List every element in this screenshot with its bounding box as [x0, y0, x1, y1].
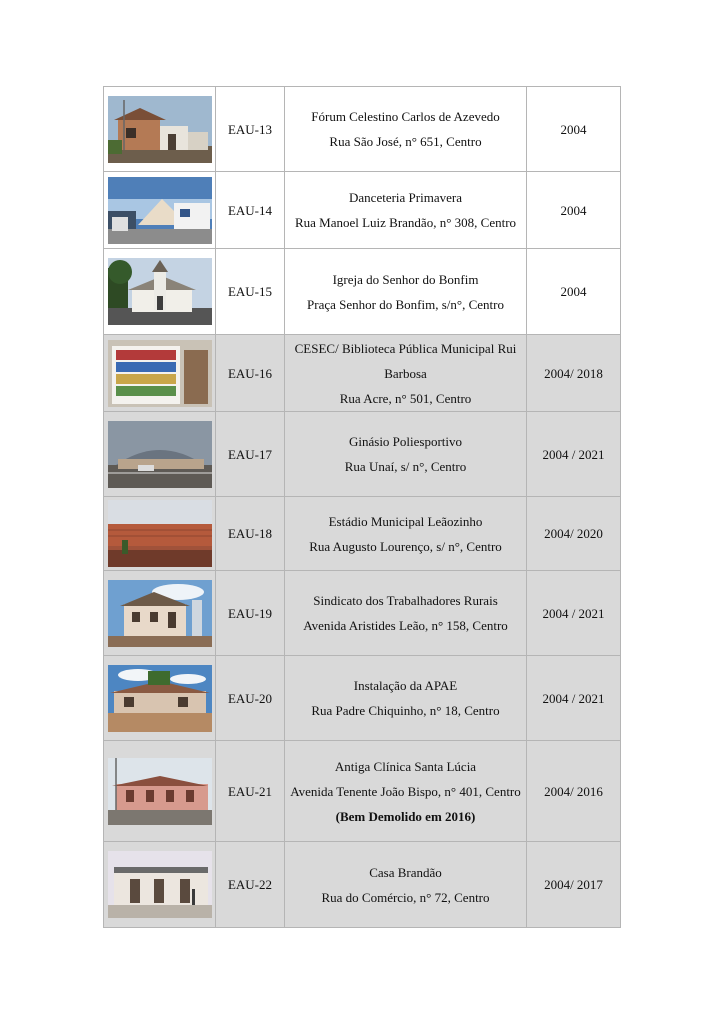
site-name: Ginásio Poliesportivo: [348, 434, 463, 449]
table-row: [104, 497, 621, 571]
years-cell: 2004/ 2017: [527, 842, 621, 928]
description-cell: [285, 842, 527, 928]
photo-cell: [104, 497, 216, 571]
site-address: Rua Unaí, s/ n°, Centro: [344, 459, 467, 474]
site-address: Rua Augusto Lourenço, s/ n°, Centro: [309, 538, 502, 554]
description-cell: [285, 497, 527, 571]
library-photo: [108, 340, 212, 407]
table-row: [104, 412, 621, 497]
table-row: [104, 842, 621, 928]
clinic-photo: [108, 758, 212, 825]
church-photo: [108, 258, 212, 325]
description-cell: [285, 656, 527, 741]
table-row: [104, 741, 621, 842]
description-cell: [285, 335, 527, 412]
site-name: Fórum Celestino Carlos de Azevedo: [311, 109, 500, 124]
demolition-note: (Bem Demolido em 2016): [335, 808, 476, 824]
years-cell: 2004: [527, 87, 621, 172]
years-cell: 2004 / 2021: [527, 412, 621, 497]
union-building-photo: [108, 580, 212, 647]
table-row: [104, 172, 621, 249]
years-cell: 2004: [527, 172, 621, 249]
years-cell: 2004: [527, 249, 621, 335]
site-address: Rua Padre Chiquinho, n° 18, Centro: [311, 703, 500, 718]
site-name: CESEC/ Biblioteca Pública Municipal Rui Barbosa: [294, 340, 517, 381]
code-cell: EAU-15: [216, 249, 285, 335]
photo-cell: [104, 571, 216, 656]
description-cell: [285, 412, 527, 497]
photo-cell: [104, 172, 216, 249]
table-row: [104, 335, 621, 412]
table-row: [104, 656, 621, 741]
dance-hall-photo: [108, 177, 212, 244]
code-cell: EAU-20: [216, 656, 285, 741]
code-cell: EAU-13: [216, 87, 285, 172]
site-name: Casa Brandão: [369, 864, 442, 880]
description-cell: [285, 87, 527, 172]
code-cell: EAU-18: [216, 497, 285, 571]
description-cell: [285, 741, 527, 842]
site-name: Sindicato dos Trabalhadores Rurais: [313, 593, 498, 608]
code-cell: EAU-14: [216, 172, 285, 249]
photo-cell: [104, 87, 216, 172]
code-cell: EAU-17: [216, 412, 285, 497]
site-address: Praça Senhor do Bonfim, s/n°, Centro: [307, 296, 504, 312]
courthouse-photo: [108, 96, 212, 163]
site-name: Estádio Municipal Leãozinho: [328, 513, 483, 529]
apae-building-photo: [108, 665, 212, 732]
code-cell: EAU-21: [216, 741, 285, 842]
site-address: Avenida Aristides Leão, n° 158, Centro: [303, 618, 508, 633]
photo-cell: [104, 656, 216, 741]
site-address: Rua Manoel Luiz Brandão, n° 308, Centro: [294, 215, 517, 230]
code-cell: EAU-16: [216, 335, 285, 412]
years-cell: 2004 / 2021: [527, 656, 621, 741]
description-cell: [285, 571, 527, 656]
years-cell: 2004/ 2020: [527, 497, 621, 571]
photo-cell: [104, 842, 216, 928]
stadium-photo: [108, 500, 212, 567]
site-name: Danceteria Primavera: [349, 190, 462, 205]
description-cell: [285, 172, 527, 249]
site-address: Rua São José, n° 651, Centro: [329, 134, 482, 149]
house-photo: [108, 851, 212, 918]
years-cell: 2004/ 2016: [527, 741, 621, 842]
table-row: [104, 87, 621, 172]
years-cell: 2004 / 2021: [527, 571, 621, 656]
photo-cell: [104, 335, 216, 412]
years-cell: 2004/ 2018: [527, 335, 621, 412]
code-cell: EAU-22: [216, 842, 285, 928]
gymnasium-photo: [108, 421, 212, 488]
site-name: Igreja do Senhor do Bonfim: [332, 271, 479, 287]
heritage-inventory-table: [103, 86, 621, 928]
table-row: [104, 571, 621, 656]
code-cell: EAU-19: [216, 571, 285, 656]
site-address: Rua Acre, n° 501, Centro: [339, 390, 472, 406]
site-name: Antiga Clínica Santa Lúcia: [334, 758, 477, 774]
description-cell: [285, 249, 527, 335]
site-name: Instalação da APAE: [353, 678, 458, 693]
photo-cell: [104, 249, 216, 335]
site-address: Rua do Comércio, n° 72, Centro: [321, 889, 490, 905]
table-row: [104, 249, 621, 335]
site-address: Avenida Tenente João Bispo, n° 401, Centro: [290, 783, 521, 799]
photo-cell: [104, 741, 216, 842]
photo-cell: [104, 412, 216, 497]
